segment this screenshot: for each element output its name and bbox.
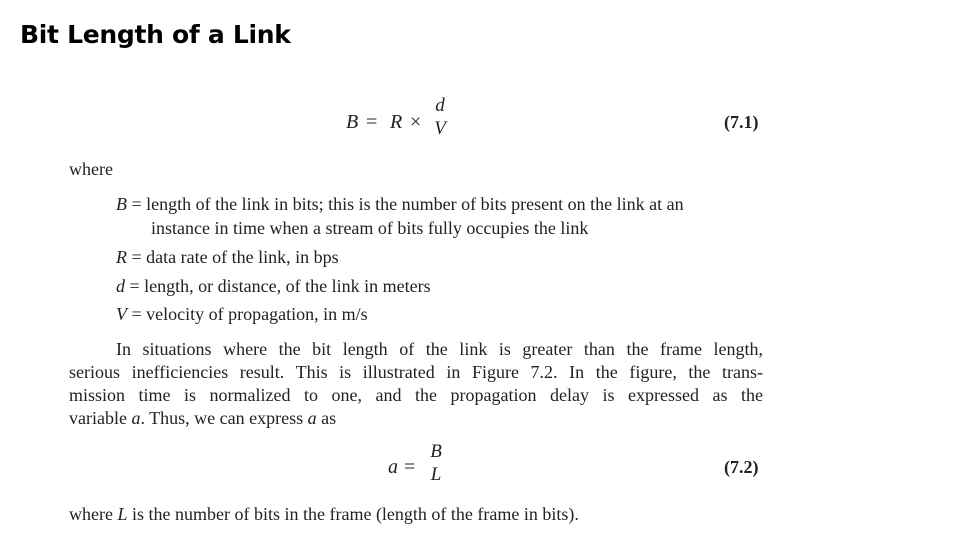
eq2-fraction [426,441,446,487]
where-label: where [69,159,113,179]
definition-text: = length of the link in bits; this is the number of bits present on the link at an [131,194,684,214]
eq1-equals: = [366,111,378,133]
eq1-times: × [410,111,422,133]
closing-line [69,503,579,526]
paragraph-line: serious inefficiencies result. This is illustrated in Figure 7.2. In the figure, the trans- [69,362,763,382]
definition-item [116,193,684,216]
definition-item [116,275,431,298]
paragraph-line: mission time is normalized to one, and the propagation delay is expressed as the [69,385,763,405]
closing-text: where [69,504,118,524]
eq1-number: (7.1) [724,112,759,132]
paragraph-line: In situations where the bit length of the link is greater than the frame length, [116,339,763,359]
definition-continuation: instance in time when a stream of bits fully occupies the link [151,218,589,238]
definition-item [116,246,339,269]
paragraph-variable: a [307,408,317,428]
eq2-denominator: L [430,463,442,485]
eq2-equals: = [404,456,416,478]
eq1-numerator: d [435,95,445,116]
definition-symbol: V [116,304,127,324]
definition-symbol: R [116,247,127,267]
eq1-fraction [430,95,450,141]
paragraph-text: variable [69,408,132,428]
definition-text: = velocity of propagation, in m/s [131,304,368,324]
paragraph-text: . Thus, we can express [140,408,308,428]
eq1-denominator: V [434,117,446,139]
definition-text: = data rate of the link, in bps [131,247,339,267]
definition-text: = length, or distance, of the link in meters [129,276,431,296]
slide-title: Bit Length of a Link [20,20,291,49]
paragraph-text: as [316,408,337,428]
eq2-lhs: a [388,456,398,478]
eq1-rate: R [390,111,403,133]
definition-symbol: d [116,276,125,296]
paragraph-line [69,407,336,430]
paragraph-variable: a [131,408,141,428]
definition-symbol: B [116,194,127,214]
eq2-number: (7.2) [724,457,759,477]
closing-variable: L [117,504,128,524]
eq1-lhs: B [346,111,359,133]
eq2-numerator: B [430,441,442,462]
definition-item [116,303,368,326]
closing-text: is the number of bits in the frame (length of the frame in bits). [127,504,579,524]
